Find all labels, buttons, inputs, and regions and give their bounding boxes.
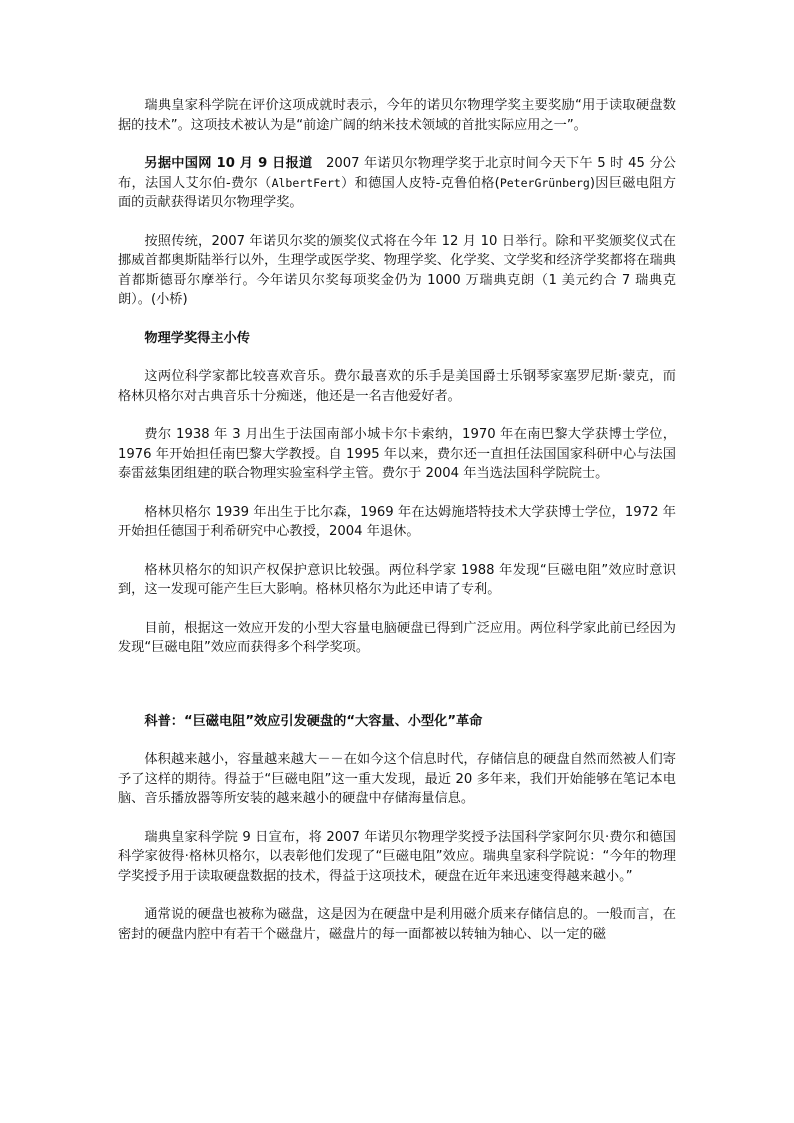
paragraph-fert-bio: 费尔 1938 年 3 月出生于法国南部小城卡尔卡索纳，1970 年在南巴黎大学获博士学位，1976 年开始担任南巴黎大学教授。自 1995 年以来，费尔还一直担任法国国家科研中心与法国泰雷兹集团组建的联合物理实验室科学主管。费尔于 2004 年当选法国科学院院士。 (118, 427, 676, 481)
paragraph-grunberg-bio: 格林贝格尔 1939 年出生于比尔森，1969 年在达姆施塔特技术大学获博士学位，1972 年开始担任德国于利希研究中心教授，2004 年退休。 (118, 504, 676, 539)
report-lead: 另据中国网 10 月 9 日报道 (144, 156, 313, 171)
paragraph-patent: 格林贝格尔的知识产权保护意识比较强。两位科学家 1988 年发现“巨磁电阻”效应时意识到，这一发现可能产生巨大影响。格林贝格尔为此还申请了专利。 (118, 562, 676, 597)
name-albert-fert: AlbertFert (271, 175, 341, 190)
paragraph-award-evaluation: 瑞典皇家科学院在评价这项成就时表示，今年的诺贝尔物理学奖主要奖励“用于读取硬盘数据的技术”。这项技术被认为是“前途广阔的纳米技术领域的首批实际应用之一”。 (118, 98, 676, 133)
paragraph-application: 目前，根据这一效应开发的小型大容量电脑硬盘已得到广泛应用。两位科学家此前已经因为发现“巨磁电阻”效应而获得多个科学奖项。 (118, 620, 676, 655)
section-heading-laureate-bios: 物理学奖得主小传 (144, 330, 250, 346)
paragraph-music: 这两位科学家都比较喜欢音乐。费尔最喜欢的乐手是美国爵士乐钢琴家塞罗尼斯·蒙克，而格林贝格尔对古典音乐十分痴迷，他还是一名吉他爱好者。 (118, 369, 676, 404)
paragraph-ceremony-tradition: 按照传统，2007 年诺贝尔奖的颁奖仪式将在今年 12 月 10 日举行。除和平奖颁奖仪式在挪威首都奥斯陆举行以外，生理学或医学奖、物理学奖、化学奖、文学奖和经济学奖都将在瑞典首都斯德哥尔摩举行。今年诺贝尔奖每项奖金仍为 1000 万瑞典克朗（1 美元约合 7 瑞典克朗）。(小桥) (118, 233, 676, 307)
name-peter-grunberg: PeterGrünberg (499, 175, 590, 190)
paragraph-hard-disk-intro: 通常说的硬盘也被称为磁盘，这是因为在硬盘中是利用磁介质来存储信息的。一般而言，在密封的硬盘内腔中有若干个磁盘片，磁盘片的每一面都被以转轴为轴心、以一定的磁 (118, 907, 676, 942)
paragraph-smaller-bigger: 体积越来越小，容量越来越大－－在如今这个信息时代，存储信息的硬盘自然而然被人们寄予了这样的期待。得益于“巨磁电阻”这一重大发现，最近 20 多年来，我们开始能够在笔记本电脑、音乐播放器等所安装的越来越小的硬盘中存储海量信息。 (118, 752, 676, 806)
document-page (118, 96, 676, 944)
section-heading-science-explainer: 科普：“巨磁电阻”效应引发硬盘的“大容量、小型化”革命 (144, 713, 483, 729)
paragraph-china-net-report: 另据中国网 10 月 9 日报道 2007 年诺贝尔物理学奖于北京时间今天下午 5 时 45 分公布，法国人艾尔伯-费尔（AlbertFert）和德国人皮特-克鲁伯格(PeterGrünberg)因巨磁电阻方面的贡献获得诺贝尔物理学奖。 (118, 156, 676, 210)
paragraph-academy-announcement: 瑞典皇家科学院 9 日宣布，将 2007 年诺贝尔物理学奖授予法国科学家阿尔贝·费尔和德国科学家彼得·格林贝格尔，以表彰他们发现了“巨磁电阻”效应。瑞典皇家科学院说：“今年的物理学奖授予用于读取硬盘数据的技术，得益于这项技术，硬盘在近年来迅速变得越来越小。” (118, 829, 676, 884)
